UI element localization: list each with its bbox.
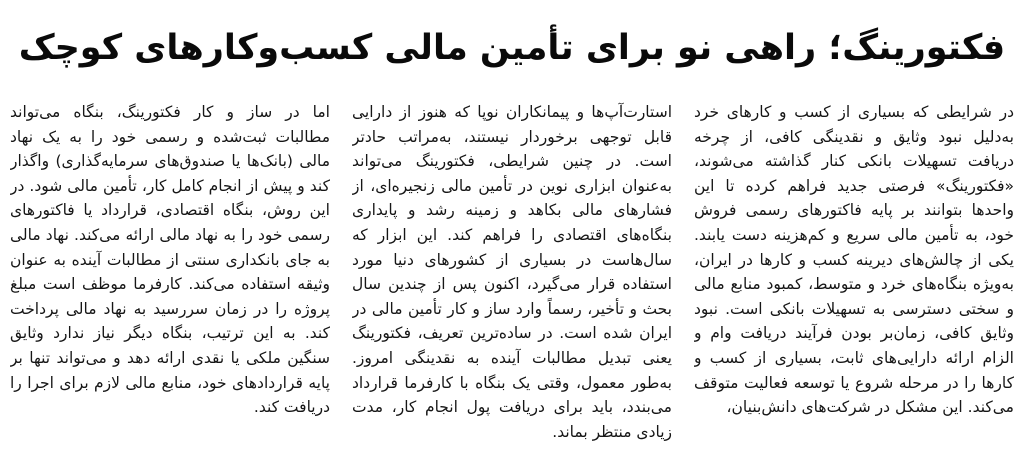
body-column-right: در شرایطی که بسیاری از کسب و کارهای خرد به‌دلیل نبود وثایق و نقدینگی کافی، از چرخه دریافت تسهیلات بانکی کنار گذاشته می‌شوند، «فکتورینگ» فرصتی جدید فراهم کرده تا این واحدها بتوانند بر پایه فاکتورهای رسمی فروش خود، به تأمین مالی سریع و کم‌هزینه دست یابند. یکی از چالش‌های دیرینه کسب و کارها در ایران، به‌ویژه بنگاه‌های خرد و متوسط، کمبود منابع مالی و سختی دسترسی به تسهیلات بانکی است. نبود وثایق کافی، زمان‌بر بودن فرآیند دریافت وام و الزام ارائه دارایی‌های ثابت، بسیاری از کسب و کارها را در مرحله شروع یا توسعه فعالیت متوقف می‌کند. این مشکل در شرکت‌های دانش‌بنیان، [694, 103, 1014, 417]
article-body [10, 100, 1014, 455]
body-column-middle: استارت‌آپ‌ها و پیمانکاران نوپا که هنوز از دارایی قابل توجهی برخوردار نیستند، به‌مراتب حادتر است. در چنین شرایطی، فکتورینگ می‌تواند به‌عنوان ابزاری نوین در تأمین مالی زنجیره‌ای، از فشارهای مالی بکاهد و زمینه رشد و پایداری بنگاه‌های اقتصادی را فراهم کند. این ابزار که سال‌هاست در بسیاری از کشورهای دنیا مورد استفاده قرار می‌گیرد، اکنون پس از چندین سال بحث و تأخیر، رسماً وارد ساز و کار تأمین مالی در ایران شده است. در ساده‌ترین تعریف، فکتورینگ یعنی تبدیل مطالبات آینده به نقدینگی امروز. به‌طور معمول، وقتی یک بنگاه با کارفرما قرارداد می‌بندد، باید برای دریافت پول انجام کار، مدت زیادی منتظر بماند. [352, 103, 672, 441]
article-headline: فکتورینگ؛ راهی نو برای تأمین مالی کسب‌وکارهای کوچک [18, 28, 1006, 68]
body-column-left: اما در ساز و کار فکتورینگ، بنگاه می‌تواند مطالبات ثبت‌شده و رسمی خود را به یک نهاد مالی (بانک‌ها یا صندوق‌های سرمایه‌گذاری) واگذار کند و پیش از انجام کامل کار، تأمین مالی شود. در این روش، بنگاه اقتصادی، قرارداد یا فاکتورهای رسمی خود را به نهاد مالی ارائه می‌کند. نهاد مالی به جای بانکداری سنتی از مطالبات آینده به عنوان وثیقه استفاده می‌کند. کارفرما موظف است مبلغ پروژه را در زمان سررسید به نهاد مالی پرداخت کند. به این ترتیب، بنگاه دیگر نیاز ندارد وثایق سنگین ملکی یا نقدی ارائه دهد و می‌تواند تنها بر پایه قراردادهای خود، منابع مالی لازم برای اجرا را دریافت کند. [10, 103, 330, 417]
